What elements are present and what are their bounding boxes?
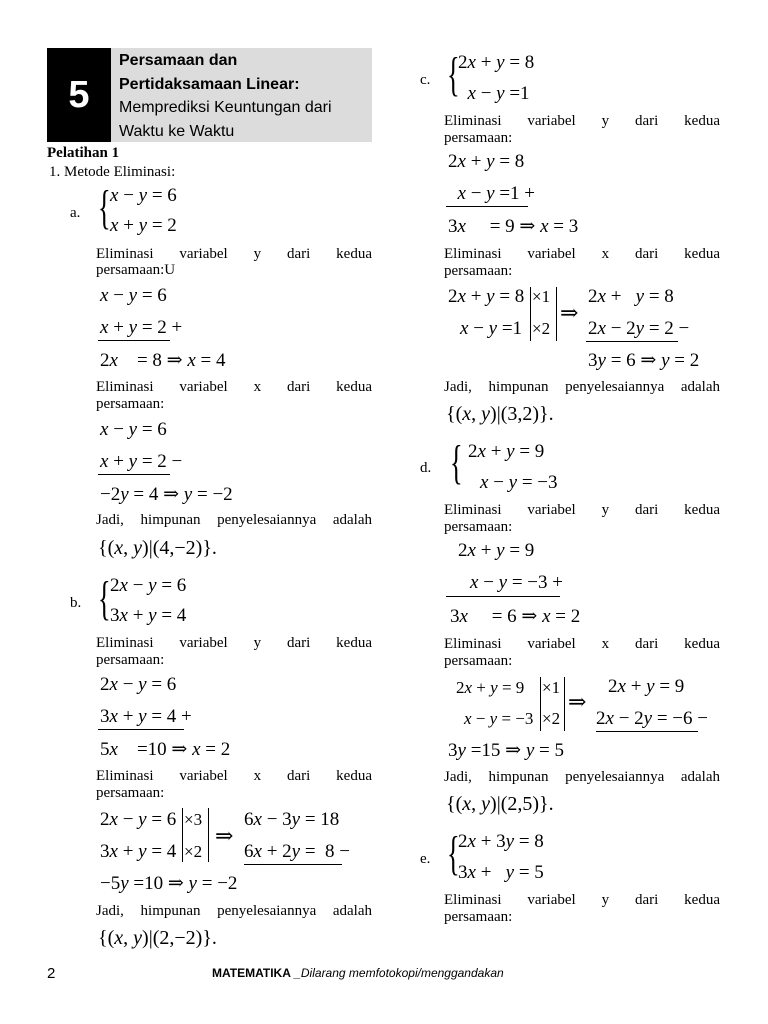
work-c2: x − y =1 + (457, 183, 536, 204)
system-c-eq2: x − y =1 (467, 83, 530, 104)
text-persamaan-a2: persamaan: (96, 396, 165, 412)
solution-d: {(x, y)|(2,5)}. (446, 793, 554, 815)
work-b6: 6x − 3y = 18 (244, 809, 340, 830)
bar-d1 (540, 677, 541, 731)
text-persamaan-e: persamaan: (444, 909, 513, 925)
mult-b2: ×2 (184, 842, 203, 861)
solution-a: {(x, y)|(4,−2)}. (98, 537, 217, 559)
work-c5: x − y =1 (460, 318, 523, 339)
solution-b: {(x, y)|(2,−2)}. (98, 927, 217, 949)
footer-subject: MATEMATIKA (212, 966, 291, 980)
text-elim-x-b: Eliminasi variabel x dari kedua (96, 768, 372, 784)
rule-c1 (446, 206, 528, 207)
work-d5: x − y = −3 (464, 709, 534, 728)
work-c6: 2x + y = 8 (588, 286, 674, 307)
text-elim-y-c: Eliminasi variabel y dari kedua (444, 113, 720, 129)
text-elim-x-a: Eliminasi variabel x dari kedua (96, 379, 372, 395)
solution-c-value: (3,2) (500, 403, 540, 425)
chapter-title-line1: Persamaan dan (119, 52, 238, 69)
label-b: b. (70, 595, 82, 611)
work-a3: 2x = 8 ⇒ x = 4 (100, 350, 226, 371)
work-b3: 5x =10 ⇒ x = 2 (100, 739, 231, 760)
mult-c1: ×1 (532, 287, 551, 306)
bar-d2 (564, 677, 565, 731)
text-persamaan-a: persamaan:U (96, 262, 176, 278)
text-elim-y-a: Eliminasi variabel y dari kedua (96, 246, 372, 262)
rule-b2 (244, 864, 342, 865)
work-c1: 2x + y = 8 (448, 151, 525, 172)
brace-c: { (447, 48, 460, 101)
work-b2: 3x + y = 4 + (100, 706, 192, 727)
text-jadi-b: Jadi, himpunan penyelesaiannya adalah (96, 903, 372, 919)
chapter-title-line4: Waktu ke Waktu (119, 122, 235, 140)
work-b8: −5y =10 ⇒ y = −2 (100, 873, 238, 894)
solution-d-value: (2,5) (500, 793, 540, 815)
rule-a2 (98, 474, 170, 475)
mult-d2: ×2 (542, 709, 561, 728)
arrow-b: ⇒ (215, 823, 234, 848)
system-e-eq2: 3x + y = 5 (458, 862, 544, 883)
text-elim-x-d: Eliminasi variabel x dari kedua (444, 636, 720, 652)
system-d-eq1: 2x + y = 9 (468, 441, 545, 462)
page-number: 2 (47, 965, 56, 982)
mult-c2: ×2 (532, 319, 551, 338)
bar-c2 (556, 287, 557, 341)
work-b5: 3x + y = 4 (100, 841, 177, 862)
work-b4: 2x − y = 6 (100, 809, 177, 830)
solution-b-value: (2,−2) (152, 927, 203, 949)
work-c7: 2x − 2y = 2 − (588, 318, 690, 339)
text-persamaan-b2: persamaan: (96, 785, 165, 801)
work-b7: 6x + 2y = 8 − (244, 841, 351, 862)
system-a-eq1: x − y = 6 (110, 185, 177, 206)
mult-d1: ×1 (542, 678, 561, 697)
work-a4: x − y = 6 (100, 419, 167, 440)
footer-note: _Dilarang memfotokopi/menggandakan (294, 966, 504, 980)
work-d7: 2x − 2y = −6 − (596, 708, 708, 729)
bar-b1 (182, 808, 183, 862)
text-elim-y-b: Eliminasi variabel y dari kedua (96, 635, 372, 651)
system-b-eq1: 2x − y = 6 (110, 575, 187, 596)
footer-text (212, 966, 504, 980)
work-c3: 3x = 9 ⇒ x = 3 (448, 216, 579, 237)
label-c: c. (420, 72, 431, 88)
system-b-eq2: 3x + y = 4 (110, 605, 187, 626)
label-a: a. (70, 205, 81, 221)
mult-b1: ×3 (184, 810, 203, 829)
work-a2: x + y = 2 + (100, 317, 183, 338)
chapter-title-line2: Pertidaksamaan Linear: (119, 75, 300, 93)
text-persamaan-c2: persamaan: (444, 263, 513, 279)
brace-d: { (450, 436, 463, 489)
work-a5: x + y = 2 − (100, 451, 183, 472)
text-persamaan-b: persamaan: (96, 652, 165, 668)
text-persamaan-d2: persamaan: (444, 653, 513, 669)
rule-a1 (98, 340, 170, 341)
work-c8: 3y = 6 ⇒ y = 2 (588, 350, 700, 371)
bar-b2 (208, 808, 209, 862)
solution-c: {(x, y)|(3,2)}. (446, 403, 554, 425)
work-d4: 2x + y = 9 (456, 678, 525, 697)
rule-b1 (98, 729, 184, 730)
system-e-eq1: 2x + 3y = 8 (458, 831, 544, 852)
brace-b: { (98, 572, 111, 625)
item-number-1: 1. Metode Eliminasi: (49, 164, 176, 180)
text-elim-x-c: Eliminasi variabel x dari kedua (444, 246, 720, 262)
system-c-eq1: 2x + y = 8 (458, 52, 535, 73)
work-c4: 2x + y = 8 (448, 286, 525, 307)
label-e: e. (420, 851, 431, 867)
section-heading: Pelatihan 1 (47, 145, 120, 161)
text-jadi-d: Jadi, himpunan penyelesaiannya adalah (444, 769, 720, 785)
chapter-number: 5 (47, 48, 111, 142)
text-jadi-a: Jadi, himpunan penyelesaiannya adalah (96, 512, 372, 528)
rule-c2 (586, 341, 678, 342)
chapter-title-line3: Memprediksi Keuntungan dari (119, 99, 332, 116)
solution-a-value: (4,−2) (152, 537, 203, 559)
work-a1: x − y = 6 (100, 285, 167, 306)
work-a6: −2y = 4 ⇒ y = −2 (100, 484, 233, 505)
rule-d1 (446, 596, 560, 597)
brace-a: { (98, 181, 111, 234)
work-d2: x − y = −3 + (470, 572, 563, 593)
arrow-d: ⇒ (568, 689, 587, 714)
arrow-c: ⇒ (560, 300, 579, 325)
work-d8: 3y =15 ⇒ y = 5 (448, 740, 564, 761)
rule-d2 (596, 731, 698, 732)
bar-c1 (530, 287, 531, 341)
brace-e: { (447, 827, 460, 880)
work-b1: 2x − y = 6 (100, 674, 177, 695)
text-persamaan-d: persamaan: (444, 519, 513, 535)
work-d3: 3x = 6 ⇒ x = 2 (450, 606, 581, 627)
work-d1: 2x + y = 9 (458, 540, 535, 561)
system-a-eq2: x + y = 2 (110, 215, 177, 236)
label-d: d. (420, 460, 432, 476)
system-d-eq2: x − y = −3 (480, 472, 558, 493)
text-persamaan-c: persamaan: (444, 130, 513, 146)
text-jadi-c: Jadi, himpunan penyelesaiannya adalah (444, 379, 720, 395)
work-d6: 2x + y = 9 (608, 676, 685, 697)
text-elim-y-d: Eliminasi variabel y dari kedua (444, 502, 720, 518)
chapter-title (111, 48, 372, 142)
text-elim-y-e: Eliminasi variabel y dari kedua (444, 892, 720, 908)
